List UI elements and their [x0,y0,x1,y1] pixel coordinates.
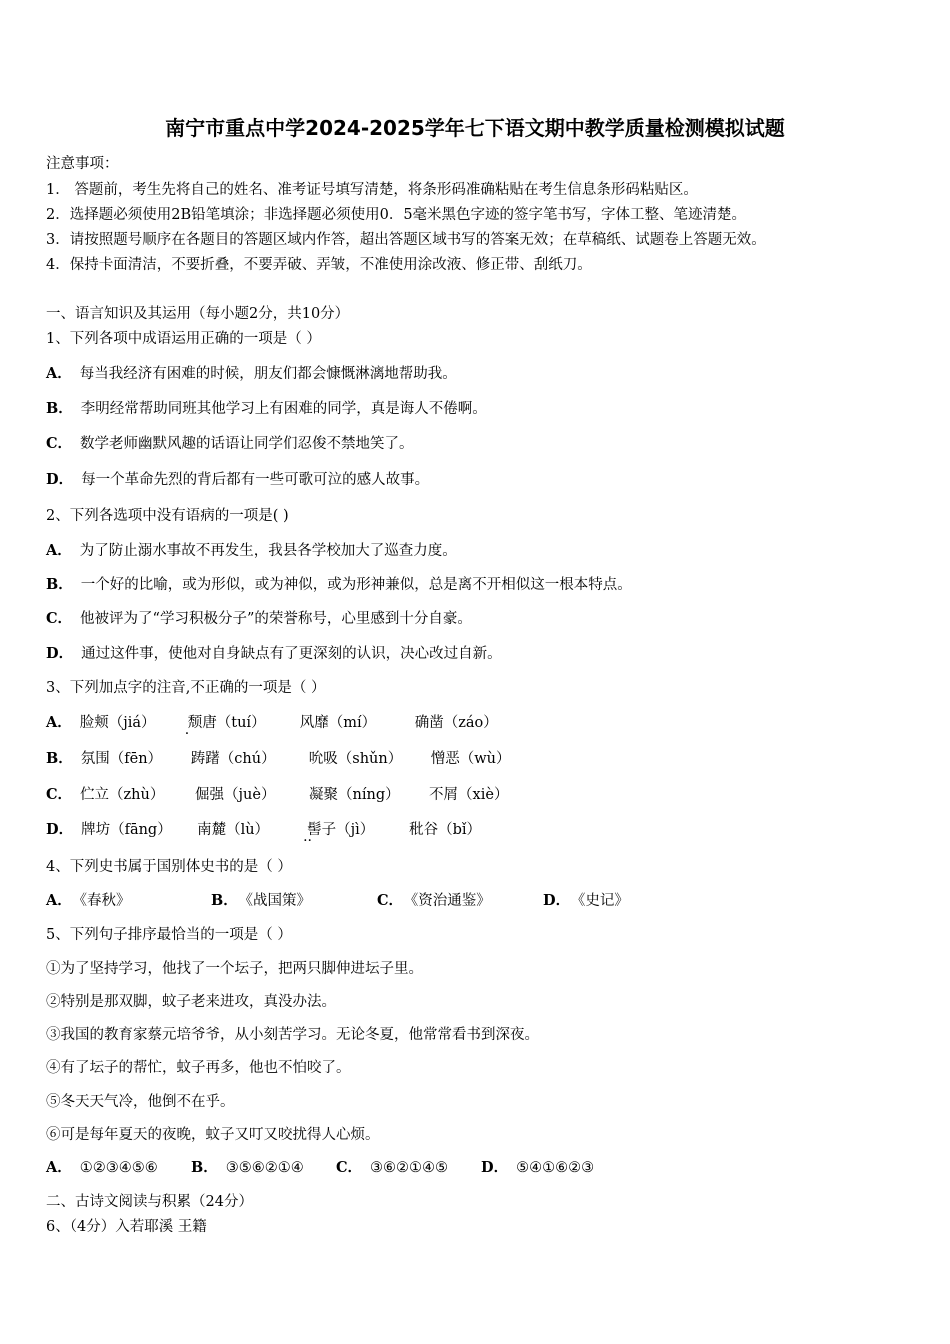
pinyin-item: 倔强（juè） [195,787,276,803]
option-a [46,362,457,383]
options-row [46,1156,594,1177]
notice-heading: 注意事项： [46,156,119,172]
option-letter: B． [46,576,73,593]
sentence: ①为了坚持学习，他找了一个坛子，把两只脚伸进坛子里。 [46,961,423,977]
notice-item: 2．选择题必须使用2B铅笔填涂；非选择题必须使用0．5毫米黑色字迹的签字笔书写，字体工整、笔迹清楚。 [46,207,747,223]
pinyin-item: 秕谷（bǐ） [409,822,481,838]
option-letter: D． [46,471,74,488]
option-text: 《战国策》 [245,893,312,909]
pinyin-item: 不屑（xiè） [429,787,509,803]
options-row [46,889,629,910]
question-stem: 4、下列史书属于国别体史书的是（ ） [46,859,292,875]
option-text: 《资治通鉴》 [411,893,491,909]
pinyin-item: 脸颊（jiá） [79,715,156,731]
option-letter: C． [377,892,404,909]
option-letter: D． [46,645,74,662]
option-letter: C． [336,1159,363,1176]
option-letter: D． [481,1159,509,1176]
option-a [46,1156,191,1177]
option-letter: B． [191,1159,218,1176]
option-letter: D． [543,892,571,909]
pinyin-item: 踌躇（chú） [190,751,276,767]
pinyin-item: 吮吸（shǔn） [308,751,403,767]
pinyin-item: 南麓（lù） [197,822,270,838]
option-c [46,607,472,628]
option-d [543,889,629,910]
option-letter: C． [46,435,73,452]
notice-item: 1． 答题前，考生先将自己的姓名、准考证号填写清楚，将条形码准确粘贴在考生信息条形码粘贴区。 [46,182,698,198]
option-d [46,642,502,663]
question-stem: 1、下列各项中成语运用正确的一项是（ ） [46,331,321,347]
question-stem: 3、下列加点字的注音,不正确的一项是（ ） [46,680,326,696]
option-c [46,432,414,453]
option-letter: D． [46,821,74,838]
pinyin-row-c [46,783,508,804]
option-c [336,1156,481,1177]
question-stem: 2、下列各选项中没有语病的一项是( ) [46,508,289,524]
option-text: 他被评为了“学习积极分子”的荣誉称号，心里感到十分自豪。 [80,611,472,627]
pinyin-item: 颓唐（tuí） · [188,711,300,732]
sentence: ③我国的教育家蔡元培爷爷，从小刻苦学习。无论冬夏，他常常看书到深夜。 [46,1027,539,1043]
pinyin-item: 伫立（zhù） [80,787,165,803]
option-d [481,1156,594,1177]
pinyin-row-b [46,747,511,768]
option-text: 每一个革命先烈的背后都有一些可歌可泣的感人故事。 [81,472,430,488]
option-letter: A． [46,714,72,731]
option-c [377,889,543,910]
option-text: ⑤④①⑥②③ [516,1160,595,1176]
pinyin-item: 牌坊（fāng） [81,822,172,838]
option-text: 《史记》 [578,893,629,909]
option-text: 李明经常帮助同班其他学习上有困难的同学，真是诲人不倦啊。 [80,401,487,417]
pinyin-item: 憎恶（wù） [430,751,511,767]
notice-item: 4．保持卡面清洁，不要折叠，不要弄破、弄皱，不准使用涂改液、修正带、刮纸刀。 [46,257,592,273]
option-text: 为了防止溺水事故不再发生，我县各学校加大了巡查力度。 [79,543,457,559]
option-text: 通过这件事，使他对自身缺点有了更深刻的认识，决心改过自新。 [81,646,502,662]
option-letter: A． [46,1159,72,1176]
section-heading: 一、语言知识及其运用（每小题2分，共10分） [46,306,350,322]
pinyin-item: 确凿（záo） [414,715,498,731]
question-stem: 5、下列句子排序最恰当的一项是（ ） [46,927,292,943]
pinyin-row-a [46,711,498,732]
question-stem: 6、（4分）入若耶溪 王籍 [46,1219,207,1235]
option-letter: C． [46,786,73,803]
section-heading: 二、古诗文阅读与积累（24分） [46,1194,253,1210]
pinyin-row-d [46,818,481,839]
option-b [211,889,377,910]
option-text: ③⑥②①④⑤ [370,1160,449,1176]
pinyin-item: 氛围（fēn） [80,751,163,767]
pinyin-item: 凝聚（níng） [309,787,400,803]
option-b [46,397,487,418]
page-title: 南宁市重点中学2024-2025学年七下语文期中教学质量检测模拟试题 [165,116,785,140]
option-b [46,573,632,594]
option-text: 每当我经济有困难的时候，朋友们都会慷慨淋漓地帮助我。 [79,366,457,382]
option-text: 一个好的比喻，或为形似，或为神似，或为形神兼似，总是离不开相似这一根本特点。 [80,577,632,593]
option-letter: B． [46,400,73,417]
option-letter: B． [46,750,73,767]
option-letter: A． [46,365,72,382]
option-a [46,889,211,910]
option-letter: B． [211,892,238,909]
option-text: 数学老师幽默风趣的话语让同学们忍俊不禁地笑了。 [80,436,414,452]
pinyin-item: 风靡（mí） [299,715,377,731]
notice-item: 3．请按照题号顺序在各题目的答题区域内作答，超出答题区域书写的答案无效；在草稿纸、试题卷上答题无效。 [46,232,766,248]
option-d [46,468,429,489]
option-letter: C． [46,610,73,627]
sentence: ⑥可是每年夏天的夜晚，蚊子又叮又咬扰得人心烦。 [46,1127,380,1143]
pinyin-item: 髻子（jì） ·· [307,818,409,839]
option-a [46,539,457,560]
option-letter: A． [46,542,72,559]
sentence: ⑤冬天天气冷，他倒不在乎。 [46,1094,235,1110]
sentence: ②特别是那双脚，蚊子老来进攻，真没办法。 [46,994,336,1010]
sentence: ④有了坛子的帮忙，蚊子再多，他也不怕咬了。 [46,1060,351,1076]
option-letter: A． [46,892,72,909]
option-text: ①②③④⑤⑥ [79,1160,158,1176]
option-b [191,1156,336,1177]
option-text: 《春秋》 [79,893,131,909]
option-text: ③⑤⑥②①④ [225,1160,304,1176]
